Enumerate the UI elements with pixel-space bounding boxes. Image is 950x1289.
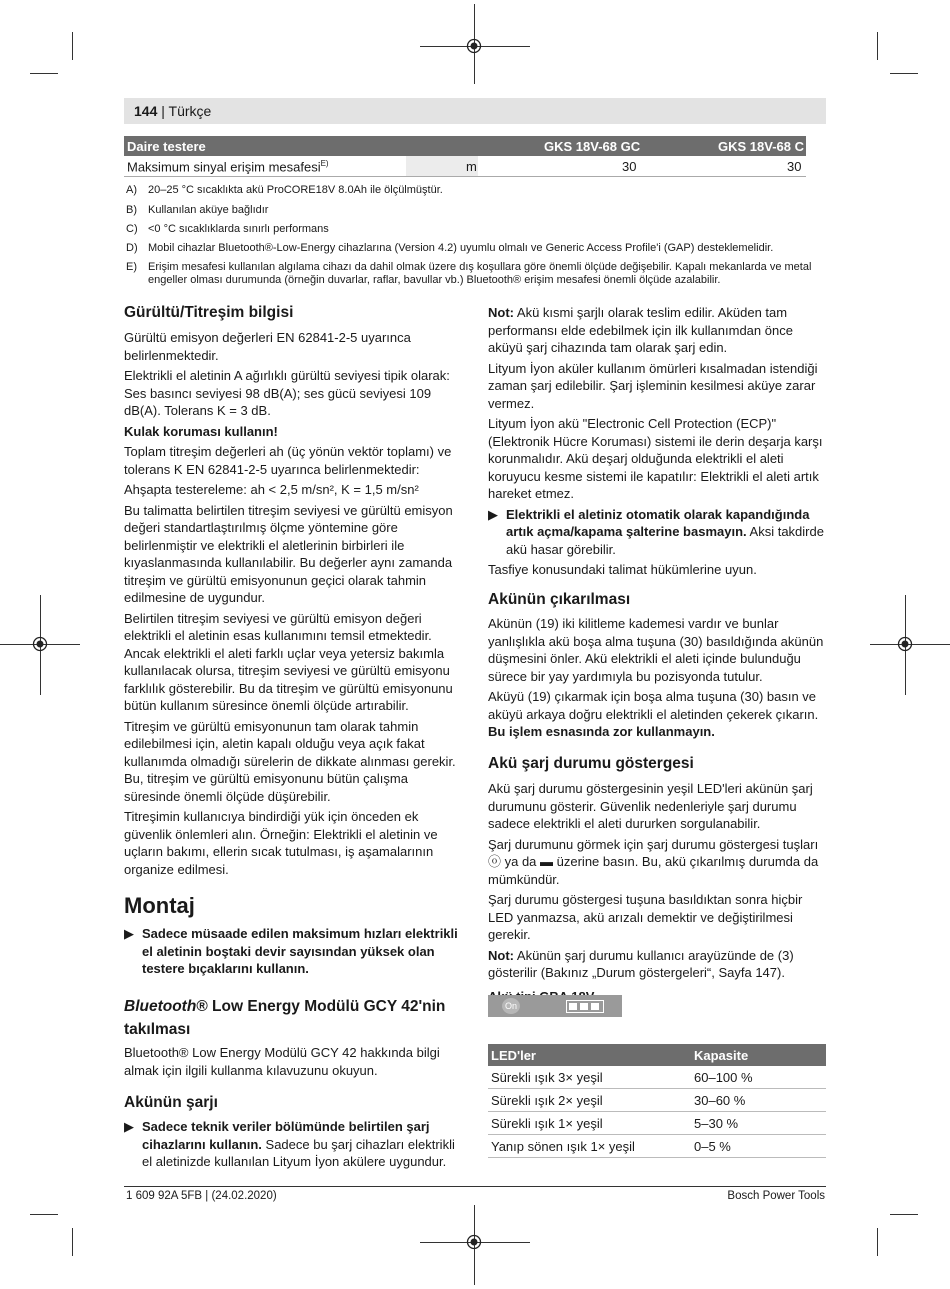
heading-status: Akü şarj durumu göstergesi	[488, 755, 694, 772]
crop-mark	[30, 1214, 58, 1215]
paragraph-bluetooth: Bluetooth® Low Energy Modülü GCY 42 hakkında bilgi almak için ilgili kullanma kılavuzunu okuyun.	[124, 1045, 440, 1078]
paragraph: Titreşimin kullanıcıya bindirdiği yük için önceden ek güvenlik önlemleri alın. Örneğin: Elektrikli el aletinin ve uçların bakımı, ellerin sıcak tutulması, iş aşamalarının organize edilmesi.	[124, 809, 438, 877]
table-row: Sürekli ışık 2× yeşil 30–60 %	[488, 1089, 826, 1112]
paragraph: Aküyü (19) çıkarmak için boşa alma tuşuna (30) basın ve aküyü arkaya doğru elektrikli el aletinden çekerek çıkarın. Bu işlem esnasında zor kullanmayın.	[488, 689, 819, 739]
right-column-status	[488, 780, 826, 1008]
footer-doc-number: 1 609 92A 5FB | (24.02.2020)	[126, 1190, 277, 1202]
paragraph: Titreşim ve gürültü emisyonunun tam olarak tahmin edilebilmesi için, aletin kapalı olduğu veya açık fakat kullanımda olmadığı sürelerin de dikkate alınması gerekir. Bu, titreşim ve gürültü emisyonunu bütün çalışma süresinde önemli ölçüde düşürebilir.	[124, 718, 456, 804]
spec-col-c: GKS 18V-68 C	[718, 139, 804, 154]
left-column-noise	[124, 329, 464, 881]
heading-montaj: Montaj	[124, 893, 195, 918]
paragraph: Lityum İyon aküler kullanım ömürleri kısalmadan istendiği zaman şarj edilebilir. Şarj işleminin kesilmesi aküye zarar vermez.	[488, 360, 818, 411]
paragraph: Tasfiye konusundaki talimat hükümlerine uyun.	[488, 562, 757, 577]
bullet-charge: ▶ Sadece teknik veriler bölümünde belirtilen şarj cihazlarını kullanın. Sadece bu şarj cihazları elektrikli el aletinizde kullanılan Lityum İyon akülere uygundur.	[124, 1119, 455, 1169]
paragraph: Bu talimatta belirtilen titreşim seviyesi ve gürültü emisyon değeri standartlaştırılmış ölçme yöntemine göre belirlenmiştir ve elektrikli el aletlerinin birbirleri ile kıyaslanmasında kullanılabilir. Bu değerler aynı zamanda titreşim ve gürültü emisyonunun geçici olarak tahmin edilmesine de uygundur.	[124, 502, 453, 605]
heading-charge: Akünün şarjı	[124, 1094, 218, 1111]
spec-row-v2: 30	[787, 159, 802, 174]
on-button-icon: On	[502, 998, 520, 1014]
arrow-right-icon: ▶	[124, 1119, 134, 1134]
paragraph: Elektrikli el aletinin A ağırlıklı gürültü seviyesi tipik olarak: Ses basıncı seviyesi 98 dB(A); ses gücü seviyesi 109 dB(A). Tolerans K = 3 dB.	[124, 368, 450, 418]
arrow-right-icon: ▶	[488, 506, 498, 522]
table-row: Sürekli ışık 1× yeşil 5–30 %	[488, 1112, 826, 1135]
spec-title: Daire testere	[127, 139, 206, 154]
arrow-right-icon: ▶	[124, 926, 134, 941]
heading-remove: Akünün çıkarılması	[488, 591, 631, 608]
paragraph: Belirtilen titreşim seviyesi ve gürültü emisyon değeri elektrikli el aletinin esas kullanımını temsil etmektedir. Ancak elektrikli el aleti farklı uçlar veya yetersiz bakımla kullanılacak olursa, titreşim seviyesi ve gürültü emisyonu farklılık gösterebilir. Bu da titreşim ve gürültü emisyonunu bütün kullanım süresince önemli ölçüde artırabilir.	[124, 610, 453, 713]
battery-indicator-graphic	[488, 995, 622, 1017]
paragraph: Akü şarj durumu göstergesinin yeşil LED'leri akünün şarj durumunu gösterir. Güvenlik nedenleriyle şarj durumu sadece elektrikli el aleti dururken sorgulanabilir.	[488, 781, 813, 831]
paragraph: Lityum İyon akü "Electronic Cell Protection (ECP)" (Elektronik Hücre Koruması) sistemi ile derin deşarja karşı korunmalıdır. Akü deşarj olduğunda elektrikli el aleti koruyucu kesme sistemi ile kapatılır: Elektrikli el aleti artık hareket etmez.	[488, 416, 823, 501]
paragraph: Not: Akünün şarj durumu kullanıcı arayüzünde de (3) gösterilir (Bakınız „Durum göstergeleri“, Sayfa 147).	[488, 947, 794, 980]
crop-mark	[72, 1228, 73, 1256]
spec-table-header	[124, 136, 806, 156]
led-table	[488, 1044, 826, 1158]
paragraph: Kulak koruması kullanın!	[124, 423, 278, 439]
heading-noise: Gürültü/Titreşim bilgisi	[124, 304, 294, 321]
spec-col-gc: GKS 18V-68 GC	[544, 139, 641, 154]
paragraph: Toplam titreşim değerleri ah (üç yönün vektör toplamı) ve tolerans K EN 62841-2-5 uyarınca belirlenmektedir:	[124, 444, 452, 477]
spec-table	[124, 136, 806, 177]
crop-mark	[877, 32, 878, 60]
bullet-montaj: ▶ Sadece müsaade edilen maksimum hızları elektrikli el aletinin boştaki devir sayısından yüksek olan testere bıçaklarını kullanın.	[124, 926, 458, 976]
crop-mark	[890, 1214, 918, 1215]
led-table-header: LED'ler Kapasite	[488, 1044, 826, 1066]
crop-mark	[72, 32, 73, 60]
paragraph: Not: Akü kısmi şarjlı olarak teslim edilir. Aküden tam performansı elde edebilmek için ilk kullanımdan önce aküyü şarj cihazında tam olarak şarj edin.	[488, 305, 793, 355]
footer-rule	[124, 1186, 826, 1187]
bullet-autoshutoff: ▶ Elektrikli el aletiniz otomatik olarak kapandığında artık açma/kapama şalterine basmayın. Aksi takdirde akü hasar görebilir.	[488, 506, 824, 557]
paragraph: Gürültü emisyon değerleri EN 62841-2-5 uyarınca belirlenmektedir.	[124, 330, 411, 363]
spec-row-unit: m	[466, 159, 477, 174]
registration-mark-icon	[897, 636, 913, 652]
crop-mark	[30, 73, 58, 74]
paragraph: Şarj durumu göstergesi tuşuna basıldıktan sonra hiçbir LED yanmazsa, akü arızalı demektir ve değiştirilmesi gerekir.	[488, 892, 803, 942]
registration-mark-icon	[466, 1234, 482, 1250]
registration-mark-icon	[466, 38, 482, 54]
spec-row-v1: 30	[622, 159, 637, 174]
right-column	[488, 304, 826, 582]
table-row: Yanıp sönen ışık 1× yeşil 0–5 %	[488, 1135, 826, 1158]
paragraph: Akünün (19) iki kilitleme kademesi vardır ve bunlar yanlışlıkla akü boşa alma tuşuna (30) basıldığında akünün düşmesini önler. Akü elektrikli el aleti içinde bulunduğu sürece bir yay yardımıyla bu pozisyonda tutulur.	[488, 616, 824, 684]
heading-bluetooth: Bluetooth® Low Energy Modülü GCY 42'nin takılması	[124, 998, 446, 1038]
crop-mark	[890, 73, 918, 74]
right-column-remove	[488, 615, 826, 744]
registration-mark-icon	[32, 636, 48, 652]
page-number-language: 144 | Türkçe	[134, 103, 212, 119]
crop-mark	[877, 1228, 878, 1256]
spec-row	[124, 156, 806, 177]
paragraph: Şarj durumunu görmek için şarj durumu göstergesi tuşları ⓞ ya da ▬ üzerine basın. Bu, akü çıkarılmış durumda da mümkündür.	[488, 836, 819, 887]
battery-icon	[566, 1000, 604, 1013]
footer-brand: Bosch Power Tools	[727, 1190, 825, 1202]
page-header	[124, 98, 826, 124]
table-row: Sürekli ışık 3× yeşil 60–100 %	[488, 1066, 826, 1089]
spec-row-label: Maksimum sinyal erişim mesafesi$^{E)}$	[127, 159, 329, 175]
paragraph: Ahşapta testereleme: ah < 2,5 m/sn², K = 1,5 m/sn²	[124, 482, 419, 497]
